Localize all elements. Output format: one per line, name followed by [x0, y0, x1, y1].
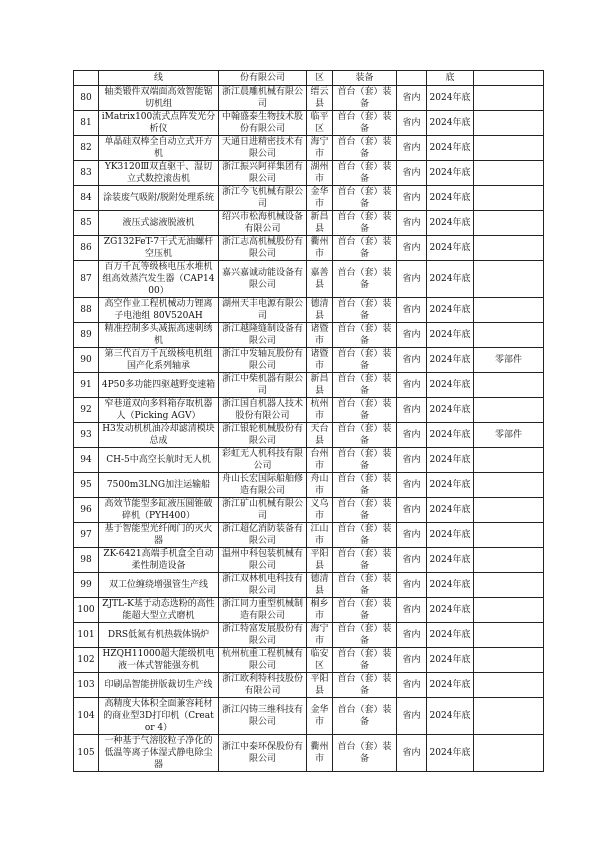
cell-region: 缙云县 [307, 86, 333, 111]
cell-scope: 省内 [397, 236, 427, 261]
cell-category: 首台（套）装备 [333, 735, 397, 772]
table-row [74, 161, 544, 186]
cell-no: 82 [74, 136, 99, 161]
cell-region: 德清县 [307, 298, 333, 323]
cell-company: 湖州天丰电源有限公司 [219, 298, 307, 323]
cell-scope: 省内 [397, 623, 427, 648]
cell-region: 湖州市 [307, 161, 333, 186]
cell-company: 浙江同力重型机械制造有限公司 [219, 598, 307, 623]
cell-year: 2024年底 [427, 548, 474, 573]
cell-scope: 省内 [397, 323, 427, 348]
cell-company: 中翰盛泰生物技术股份有限公司 [219, 111, 307, 136]
cell-name: CH-5中高空长航时无人机 [99, 448, 219, 473]
cell-year: 2024年底 [427, 473, 474, 498]
cell-category: 首台（套）装备 [333, 673, 397, 698]
cell-category: 首台（套）装备 [333, 211, 397, 236]
cell-no: 89 [74, 323, 99, 348]
cell-remark [474, 698, 544, 735]
cell-remark [474, 448, 544, 473]
cell-name: ZJTL-K基于动态选粉的高性能超大型立式磨机 [99, 598, 219, 623]
table-row [74, 86, 544, 111]
cell-year: 2024年底 [427, 735, 474, 772]
cell-remark [474, 548, 544, 573]
cell-remark [474, 473, 544, 498]
cell-remark [474, 86, 544, 111]
cell-scope: 省内 [397, 348, 427, 373]
cell-company: 浙江晨雕机械有限公司 [219, 86, 307, 111]
cell-name: 高空作业工程机械动力锂离子电池组 80V520AH [99, 298, 219, 323]
cell-year: 2024年底 [427, 423, 474, 448]
cell-name: 4P50多功能四驱越野变速箱 [99, 373, 219, 398]
table-row [74, 423, 544, 448]
cell-year: 2024年底 [427, 448, 474, 473]
cell-year: 2024年底 [427, 623, 474, 648]
cell-name: ZG132FeT-7干式无油螺杆空压机 [99, 236, 219, 261]
cell-scope: 省内 [397, 498, 427, 523]
cell-scope: 省内 [397, 211, 427, 236]
cell-remark [474, 373, 544, 398]
cell-category: 装备 [333, 71, 397, 86]
cell-remark [474, 161, 544, 186]
cell-name: iMatrix100流式点阵发光分析仪 [99, 111, 219, 136]
cell-name: H3发动机机油冷却滤清模块总成 [99, 423, 219, 448]
cell-no: 105 [74, 735, 99, 772]
cell-remark [474, 136, 544, 161]
cell-year: 2024年底 [427, 673, 474, 698]
cell-no: 98 [74, 548, 99, 573]
cell-name: ZK-6421高端手机盒全自动柔性制造设备 [99, 548, 219, 573]
cell-category: 首台（套）装备 [333, 86, 397, 111]
cell-company: 浙江特富发展股份有限公司 [219, 623, 307, 648]
cell-scope: 省内 [397, 261, 427, 298]
cell-no: 97 [74, 523, 99, 548]
cell-name: 双工位缠绕增强管生产线 [99, 573, 219, 598]
cell-year: 底 [427, 71, 474, 86]
table-row [74, 598, 544, 623]
cell-region: 区 [307, 71, 333, 86]
cell-company: 浙江越隆缝制设备有限公司 [219, 323, 307, 348]
cell-year: 2024年底 [427, 323, 474, 348]
cell-year: 2024年底 [427, 348, 474, 373]
cell-name: 高精度大体积全面兼容耗材的商业型3D打印机（Creator 4） [99, 698, 219, 735]
cell-remark [474, 573, 544, 598]
cell-company: 浙江矿山机械有限公司 [219, 498, 307, 523]
cell-remark [474, 673, 544, 698]
cell-no: 83 [74, 161, 99, 186]
cell-region: 诸暨市 [307, 348, 333, 373]
cell-scope: 省内 [397, 523, 427, 548]
cell-no: 99 [74, 573, 99, 598]
cell-scope: 省内 [397, 136, 427, 161]
cell-remark [474, 111, 544, 136]
cell-category: 首台（套）装备 [333, 236, 397, 261]
cell-company: 浙江中柴机器有限公司 [219, 373, 307, 398]
cell-year: 2024年底 [427, 398, 474, 423]
cell-year: 2024年底 [427, 236, 474, 261]
cell-region: 桐乡市 [307, 598, 333, 623]
cell-no: 84 [74, 186, 99, 211]
table-row [74, 236, 544, 261]
table-row [74, 298, 544, 323]
cell-company: 浙江中发轴瓦股份有限公司 [219, 348, 307, 373]
cell-company: 彩虹无人机科技有限公司 [219, 448, 307, 473]
cell-no: 87 [74, 261, 99, 298]
cell-name: 单晶硅双棒全自动立式开方机 [99, 136, 219, 161]
cell-no: 100 [74, 598, 99, 623]
cell-name: 窄巷道双向多料箱存取机器人（Picking AGV） [99, 398, 219, 423]
table-row [74, 673, 544, 698]
cell-year: 2024年底 [427, 598, 474, 623]
cell-year: 2024年底 [427, 373, 474, 398]
cell-no: 86 [74, 236, 99, 261]
cell-scope: 省内 [397, 186, 427, 211]
cell-category: 首台（套）装备 [333, 623, 397, 648]
cell-year: 2024年底 [427, 211, 474, 236]
cell-year: 2024年底 [427, 498, 474, 523]
table-row [74, 373, 544, 398]
cell-year: 2024年底 [427, 648, 474, 673]
cell-name: 轴类锻件双端面高效智能锯切机组 [99, 86, 219, 111]
cell-category: 首台（套）装备 [333, 548, 397, 573]
cell-remark [474, 498, 544, 523]
cell-remark [474, 186, 544, 211]
table-row [74, 186, 544, 211]
cell-remark [474, 523, 544, 548]
cell-category: 首台（套）装备 [333, 261, 397, 298]
cell-region: 海宁市 [307, 136, 333, 161]
table-row [74, 448, 544, 473]
cell-remark [474, 236, 544, 261]
cell-region: 天台县 [307, 423, 333, 448]
cell-region: 台州市 [307, 448, 333, 473]
cell-category: 首台（套）装备 [333, 648, 397, 673]
cell-remark [474, 648, 544, 673]
cell-category: 首台（套）装备 [333, 136, 397, 161]
cell-category: 首台（套）装备 [333, 186, 397, 211]
cell-remark [474, 735, 544, 772]
cell-no: 80 [74, 86, 99, 111]
equipment-list-table [73, 70, 544, 772]
cell-category: 首台（套）装备 [333, 161, 397, 186]
cell-no: 85 [74, 211, 99, 236]
cell-no: 90 [74, 348, 99, 373]
cell-company: 浙江今飞机械有限公司 [219, 186, 307, 211]
cell-region: 衢州市 [307, 735, 333, 772]
table-row [74, 473, 544, 498]
cell-remark [474, 261, 544, 298]
cell-no: 92 [74, 398, 99, 423]
cell-name: 一种基于气溶胶粒子净化的低温等离子体湿式静电除尘器 [99, 735, 219, 772]
cell-company: 天通日进精密技术有限公司 [219, 136, 307, 161]
cell-category: 首台（套）装备 [333, 473, 397, 498]
table-row [74, 698, 544, 735]
cell-scope: 省内 [397, 548, 427, 573]
cell-company: 份有限公司 [219, 71, 307, 86]
cell-remark: 零部件 [474, 423, 544, 448]
cell-category: 首台（套）装备 [333, 423, 397, 448]
cell-region: 新昌县 [307, 373, 333, 398]
cell-year: 2024年底 [427, 698, 474, 735]
cell-remark [474, 298, 544, 323]
cell-scope: 省内 [397, 573, 427, 598]
cell-name: 第三代百万千瓦级核电机组国产化系列轴承 [99, 348, 219, 373]
cell-year: 2024年底 [427, 111, 474, 136]
cell-no: 81 [74, 111, 99, 136]
cell-scope [397, 71, 427, 86]
table-row [74, 498, 544, 523]
continued-header-row [74, 71, 544, 86]
cell-region: 德清县 [307, 573, 333, 598]
cell-scope: 省内 [397, 86, 427, 111]
cell-region: 临安区 [307, 648, 333, 673]
cell-name: 精准控制多头减振高速刺绣机 [99, 323, 219, 348]
cell-category: 首台（套）装备 [333, 348, 397, 373]
cell-remark [474, 623, 544, 648]
cell-category: 首台（套）装备 [333, 373, 397, 398]
cell-scope: 省内 [397, 648, 427, 673]
cell-company: 浙江闪铸三维科技有限公司 [219, 698, 307, 735]
cell-scope: 省内 [397, 698, 427, 735]
cell-category: 首台（套）装备 [333, 448, 397, 473]
cell-no: 101 [74, 623, 99, 648]
cell-company: 浙江双林机电科技有限公司 [219, 573, 307, 598]
table-row [74, 111, 544, 136]
cell-scope: 省内 [397, 473, 427, 498]
cell-scope: 省内 [397, 423, 427, 448]
table-row [74, 648, 544, 673]
cell-company: 温州中科包装机械有限公司 [219, 548, 307, 573]
cell-remark [474, 398, 544, 423]
cell-company: 浙江中泰环保股份有限公司 [219, 735, 307, 772]
cell-no: 95 [74, 473, 99, 498]
cell-company: 绍兴市松海机械设备有限公司 [219, 211, 307, 236]
cell-category: 首台（套）装备 [333, 498, 397, 523]
table-row [74, 548, 544, 573]
cell-region: 义乌市 [307, 498, 333, 523]
table-row [74, 211, 544, 236]
cell-scope: 省内 [397, 298, 427, 323]
cell-company: 浙江志高机械股份有限公司 [219, 236, 307, 261]
cell-scope: 省内 [397, 673, 427, 698]
cell-category: 首台（套）装备 [333, 698, 397, 735]
cell-remark [474, 323, 544, 348]
cell-region: 新昌县 [307, 211, 333, 236]
cell-year: 2024年底 [427, 261, 474, 298]
cell-category: 首台（套）装备 [333, 398, 397, 423]
cell-region: 金华市 [307, 186, 333, 211]
cell-no: 94 [74, 448, 99, 473]
table-row [74, 348, 544, 373]
table-row [74, 136, 544, 161]
cell-remark [474, 211, 544, 236]
cell-no: 93 [74, 423, 99, 448]
cell-year: 2024年底 [427, 86, 474, 111]
cell-name: 高效节能型多缸液压圆锥破碎机（PYH400） [99, 498, 219, 523]
cell-name: 百万千瓦等级核电压水堆机组高效蒸汽发生器（CAP1400） [99, 261, 219, 298]
cell-category: 首台（套）装备 [333, 323, 397, 348]
table-row [74, 573, 544, 598]
cell-region: 嘉善县 [307, 261, 333, 298]
cell-category: 首台（套）装备 [333, 111, 397, 136]
cell-company: 浙江国自机器人技术股份有限公司 [219, 398, 307, 423]
table-row [74, 323, 544, 348]
cell-category: 首台（套）装备 [333, 573, 397, 598]
table-row [74, 523, 544, 548]
cell-scope: 省内 [397, 735, 427, 772]
cell-category: 首台（套）装备 [333, 598, 397, 623]
cell-remark: 零部件 [474, 348, 544, 373]
cell-name: YK3120Ⅲ双直驱干、湿切立式数控滚齿机 [99, 161, 219, 186]
cell-name: 7500m3LNG加注运输船 [99, 473, 219, 498]
cell-category: 首台（套）装备 [333, 298, 397, 323]
cell-company: 杭州杭重工程机械有限公司 [219, 648, 307, 673]
cell-name: 涂装废气吸附/脱附处理系统 [99, 186, 219, 211]
cell-no: 96 [74, 498, 99, 523]
cell-scope: 省内 [397, 598, 427, 623]
cell-no: 103 [74, 673, 99, 698]
cell-region: 平阳县 [307, 673, 333, 698]
cell-company: 浙江振兴阿祥集团有限公司 [219, 161, 307, 186]
cell-scope: 省内 [397, 398, 427, 423]
cell-year: 2024年底 [427, 186, 474, 211]
cell-name: 液压式滤液脱液机 [99, 211, 219, 236]
cell-year: 2024年底 [427, 161, 474, 186]
cell-no: 88 [74, 298, 99, 323]
table-row [74, 398, 544, 423]
cell-year: 2024年底 [427, 136, 474, 161]
table-row [74, 623, 544, 648]
cell-region: 临平区 [307, 111, 333, 136]
table-row [74, 261, 544, 298]
cell-category: 首台（套）装备 [333, 523, 397, 548]
cell-remark [474, 71, 544, 86]
cell-region: 海宁市 [307, 623, 333, 648]
cell-name: 印刷品智能拼版裁切生产线 [99, 673, 219, 698]
cell-region: 衢州市 [307, 236, 333, 261]
cell-name: 基于智能型光纤阀门的灭火器 [99, 523, 219, 548]
cell-name: 线 [99, 71, 219, 86]
cell-remark [474, 598, 544, 623]
cell-region: 平阳县 [307, 548, 333, 573]
cell-region: 诸暨市 [307, 323, 333, 348]
cell-region: 舟山市 [307, 473, 333, 498]
cell-no: 104 [74, 698, 99, 735]
cell-company: 嘉兴嘉诚动能设备有限公司 [219, 261, 307, 298]
cell-no: 91 [74, 373, 99, 398]
cell-company: 浙江欧利特科技股份有限公司 [219, 673, 307, 698]
cell-year: 2024年底 [427, 523, 474, 548]
cell-company: 浙江超亿消防装备有限公司 [219, 523, 307, 548]
cell-year: 2024年底 [427, 573, 474, 598]
table-row [74, 735, 544, 772]
cell-year: 2024年底 [427, 298, 474, 323]
cell-name: HZQH11000超大能级机电液一体式智能强夯机 [99, 648, 219, 673]
cell-region: 杭州市 [307, 398, 333, 423]
cell-scope: 省内 [397, 448, 427, 473]
cell-no [74, 71, 99, 86]
cell-scope: 省内 [397, 373, 427, 398]
cell-company: 浙江银轮机械股份有限公司 [219, 423, 307, 448]
cell-company: 舟山长宏国际船舶修造有限公司 [219, 473, 307, 498]
cell-scope: 省内 [397, 111, 427, 136]
cell-region: 江山市 [307, 523, 333, 548]
cell-no: 102 [74, 648, 99, 673]
cell-region: 金华市 [307, 698, 333, 735]
cell-scope: 省内 [397, 161, 427, 186]
cell-name: DRS低氮有机热载体锅炉 [99, 623, 219, 648]
